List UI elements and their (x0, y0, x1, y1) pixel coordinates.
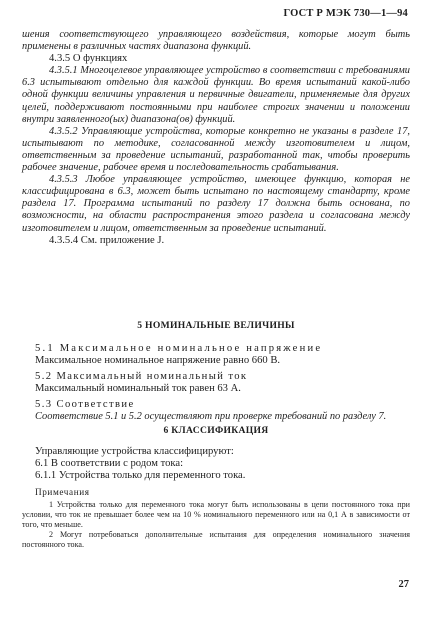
classification-intro: Управляющие устройства классифицируют: (35, 446, 234, 457)
clause-6-1-1: 6.1.1 Устройства только для переменного тока. (35, 470, 246, 482)
intro-paragraph: шения соответствующего управляющего воздействия, которые могут быть применены в различных частях диапазона функций. (22, 29, 410, 53)
clause-5-2-title: 5.2 Максимальный номинальный ток (35, 371, 248, 383)
text-block-4-3-5 (22, 29, 410, 247)
standard-header: ГОСТ Р МЭК 730—1—94 (283, 8, 408, 19)
notes-title: Примечания (35, 487, 90, 498)
clause-4-3-5: 4.3.5 О функциях (49, 53, 128, 65)
clause-4-3-5-4: 4.3.5.4 См. приложение J. (49, 234, 165, 246)
clause-5-3-title: 5.3 Соответствие (35, 399, 135, 411)
section-5-heading: 5 НОМИНАЛЬНЫЕ ВЕЛИЧИНЫ (137, 320, 295, 331)
clause-4-3-5-3: 4.3.5.3 Любое управляющее устройство, имеющее функцию, которая не классифицирована в 6.3, может быть испытано по настоящему стандарту, кроме раздела 17. Программа испытаний по разделу 17 должна быть основана, по возможности, на области распространения этого раздела и согласована между изготовителем и лицом, ответственным за проведение испытаний. (22, 174, 410, 234)
section-5-body (22, 343, 410, 424)
clause-5-1-title: 5.1 Максимальное номинальное напряжение (35, 343, 323, 354)
clause-6-1: 6.1 В соответствии с родом тока: (35, 458, 184, 470)
clause-4-3-5-2: 4.3.5.2 Управляющие устройства, которые конкретно не указаны в разделе 17, испытывают по методике, согласованной между изготовителем и лицом, ответственным за проведение испытаний, разработанной так, чтобы проверить рабочее значение, рабочее время и последовательность срабатывания. (22, 125, 410, 174)
note-2: 2 Могут потребоваться дополнительные испытания для определения номинального значения постоянного тока. (22, 530, 410, 550)
clause-4-3-5-1: 4.3.5.1 Многоцелевое управляющее устройство в соответствии с требованиями 6.3 испытывают отдельно для каждой функции. Во время испытаний какой-либо одной функции величины управления и первичные двигатели, применяемые для других целей, поддерживают постоянными при наиболее строгих значении и положении внутри заявленного(ых) диапазона(ов) функций. (22, 65, 410, 125)
section-6-body (22, 446, 410, 550)
clause-5-3-text: Соответствие 5.1 и 5.2 осуществляют при проверке требований по разделу 7. (35, 411, 387, 423)
section-6-heading: 6 КЛАССИФИКАЦИЯ (163, 425, 269, 436)
clause-5-1-text: Максимальное номинальное напряжение равно 660 В. (35, 355, 281, 367)
clause-5-2-text: Максимальный номинальный ток равен 63 А. (35, 383, 241, 395)
note-1: 1 Устройства только для переменного тока могут быть использованы в цепи постоянного тока при условии, что ток не превышает более чем на 10 % номинального переменного или на 0,1 А в зависимости от того, что меньше. (22, 500, 410, 530)
page-number: 27 (398, 579, 409, 590)
